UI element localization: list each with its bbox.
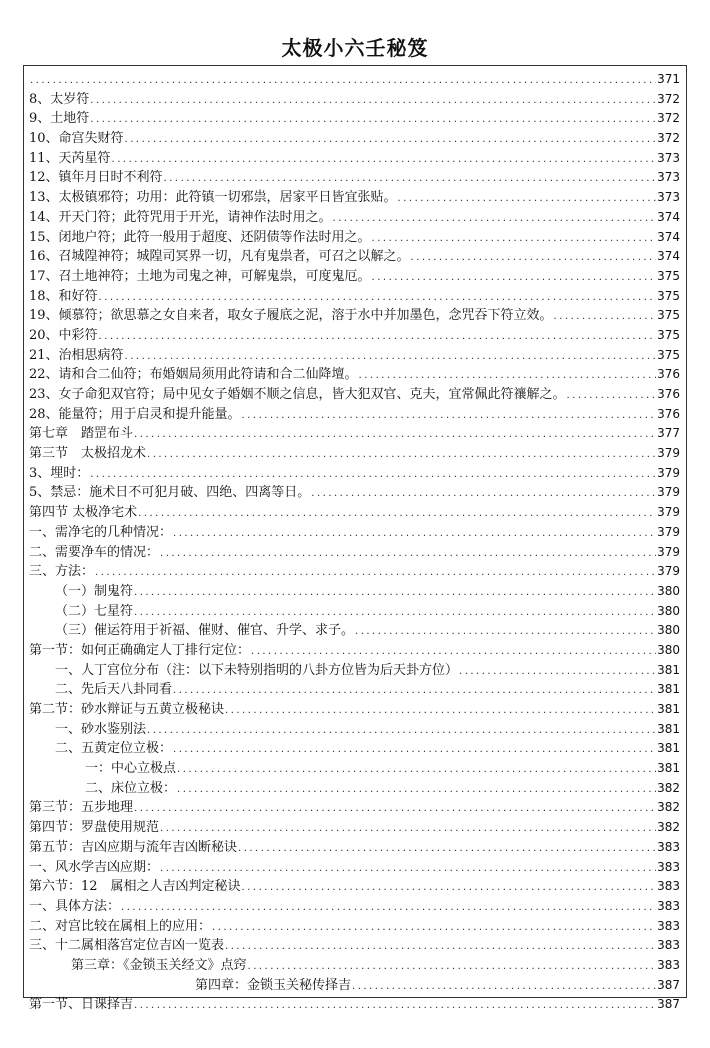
toc-entry-page: 377	[657, 426, 680, 441]
dot-leader	[173, 681, 656, 701]
toc-entry-page: 379	[657, 446, 680, 461]
dot-leader	[177, 760, 656, 780]
toc-entry-page: 381	[657, 682, 680, 697]
dot-leader	[147, 721, 656, 741]
toc-entry-label: 3、埋时：	[29, 465, 90, 481]
toc-entry-label: 第六节：12 属相之人吉凶判定秘诀	[29, 879, 241, 895]
toc-entry-page: 383	[657, 957, 680, 972]
toc-entry-page: 376	[657, 387, 680, 401]
toc-entry-page: 376	[657, 406, 680, 421]
toc-entry-label: （三）催运符用于祈福、催财、催官、升学、求子。	[55, 623, 355, 639]
toc-entry-label: 11、天芮星符	[29, 150, 111, 166]
dot-leader	[173, 524, 656, 544]
toc-entry-page: 381	[657, 741, 680, 756]
toc-entry[interactable]	[29, 109, 680, 129]
toc-entry-page: 374	[657, 249, 680, 264]
toc-entry[interactable]	[29, 444, 680, 464]
toc-entry-page: 379	[657, 505, 680, 520]
toc-entry[interactable]	[29, 306, 680, 326]
toc-entry-page: 383	[657, 898, 680, 913]
toc-entry-label: 第三节 太极招龙术	[29, 446, 147, 462]
toc-entry[interactable]	[29, 149, 680, 169]
toc-entry-page: 383	[657, 839, 680, 854]
toc-entry[interactable]	[29, 661, 680, 681]
toc-entry-label: 三、方法：	[29, 564, 95, 580]
toc-entry[interactable]	[29, 838, 680, 858]
toc-entry[interactable]	[29, 365, 680, 385]
toc-entry[interactable]	[29, 621, 680, 641]
toc-entry[interactable]	[29, 976, 680, 996]
toc-entry-page: 374	[657, 209, 680, 224]
toc-entry-label: 9、土地符	[29, 111, 90, 127]
toc-entry-label: 第五节：吉凶应期与流年吉凶断秘诀	[29, 839, 238, 855]
toc-entry-page: 379	[657, 544, 680, 559]
toc-entry-label: 第四节 太极净宅术	[29, 505, 138, 521]
dot-leader	[147, 445, 656, 465]
toc-entry-label: 13、太极镇邪符；功用：此符镇一切邪祟，居家平日皆宜张贴。	[29, 190, 397, 206]
toc-entry-label: 18、和好符	[29, 288, 98, 304]
toc-entry-label: 二、床位立极：	[85, 780, 177, 796]
toc-entry-page: 373	[657, 150, 680, 165]
toc-entry-label: 第四章：金锁玉关秘传择吉	[195, 977, 352, 993]
toc-entry-page: 382	[657, 820, 680, 835]
toc-entry-page: 379	[657, 485, 680, 500]
dot-leader	[242, 406, 657, 426]
toc-entry[interactable]	[29, 798, 680, 818]
toc-entry-label: 21、治相思病符	[29, 347, 124, 363]
table-of-contents	[29, 70, 680, 1015]
toc-entry-label: 5、禁忌：施术日不可犯月破、四绝、四离等日。	[29, 485, 311, 501]
toc-entry-page: 375	[657, 268, 680, 283]
toc-entry-page: 371	[657, 72, 680, 86]
dot-leader	[238, 839, 656, 859]
toc-entry[interactable]	[29, 503, 680, 523]
toc-entry[interactable]	[29, 759, 680, 779]
toc-entry-page: 376	[657, 367, 680, 382]
dot-leader	[160, 859, 656, 879]
toc-entry[interactable]	[29, 287, 680, 307]
toc-entry[interactable]	[29, 424, 680, 444]
dot-leader	[99, 288, 657, 308]
toc-entry-label: 三、十二属相落宫定位吉凶一览表	[29, 938, 225, 954]
toc-entry-label: 一、砂水鉴别法	[55, 721, 147, 737]
toc-entry[interactable]	[29, 385, 680, 405]
toc-entry-label: 第一节：如何正确确定人丁排行定位：	[29, 642, 251, 658]
dot-leader	[134, 603, 656, 623]
dot-leader	[90, 91, 656, 111]
toc-entry-label: 第七章 踏罡布斗	[29, 426, 134, 442]
dot-leader	[212, 918, 656, 938]
toc-entry-page: 381	[657, 721, 680, 736]
toc-entry-label: 一：中心立极点	[85, 761, 177, 777]
toc-entry[interactable]	[29, 779, 680, 799]
toc-entry-page: 372	[657, 131, 680, 146]
dot-leader	[121, 898, 656, 918]
toc-entry[interactable]	[29, 267, 680, 287]
dot-leader	[225, 701, 656, 721]
toc-entry[interactable]	[29, 129, 680, 149]
toc-entry[interactable]	[29, 917, 680, 937]
dot-leader	[134, 425, 656, 445]
toc-entry[interactable]	[29, 405, 680, 425]
toc-entry-label: 第三章：《金锁玉关经文》点窍	[71, 957, 247, 973]
toc-entry[interactable]	[29, 346, 680, 366]
dot-leader	[459, 662, 656, 682]
dot-leader	[372, 229, 657, 249]
toc-entry-label: 19、倾慕符；欲思慕之女自来者，取女子履底之泥，溶于水中并加墨色，念咒吞下符立效。	[29, 308, 553, 324]
toc-entry-label: 第二节：砂水辩证与五黄立极秘诀	[29, 702, 225, 717]
toc-entry[interactable]	[29, 818, 680, 838]
toc-entry-page: 387	[657, 977, 680, 992]
toc-entry-page: 382	[657, 780, 680, 795]
dot-leader	[30, 71, 656, 91]
toc-entry-label: （二）七星符	[55, 603, 134, 619]
dot-leader	[372, 268, 657, 288]
toc-entry[interactable]	[29, 188, 680, 208]
dot-leader	[398, 189, 657, 209]
toc-entry-label: 一、人丁宫位分布（注：以下未特别指明的八卦方位皆为后天卦方位）	[55, 662, 459, 678]
dot-leader	[567, 386, 657, 406]
toc-entry-label: 23、女子命犯双官符；局中见女子婚姻不顺之信息，皆大犯双官、克夫，宜常佩此符禳解之。	[29, 387, 566, 402]
toc-entry-label: 第三节：五步地理	[29, 800, 134, 816]
toc-entry[interactable]	[29, 956, 680, 976]
toc-entry[interactable]	[29, 228, 680, 248]
dot-leader	[173, 740, 656, 760]
toc-entry-page: 380	[657, 623, 680, 638]
toc-entry-page: 383	[657, 918, 680, 933]
toc-entry[interactable]	[29, 483, 680, 503]
toc-entry-label: 一、具体方法：	[29, 898, 121, 914]
dot-leader	[90, 465, 656, 485]
dot-leader	[352, 977, 656, 997]
dot-leader	[160, 819, 656, 839]
dot-leader	[333, 209, 657, 229]
toc-entry-page: 379	[657, 465, 680, 480]
dot-leader	[134, 799, 656, 819]
dot-leader	[359, 366, 657, 386]
toc-entry-page: 383	[657, 938, 680, 953]
toc-entry-label: 28、能量符；用于启灵和提升能量。	[29, 406, 241, 422]
toc-entry-label: （一）制鬼符	[55, 583, 134, 599]
toc-entry-page: 380	[657, 642, 680, 657]
toc-entry-page: 379	[657, 524, 680, 539]
toc-entry[interactable]	[29, 247, 680, 267]
toc-entry[interactable]	[29, 543, 680, 563]
dot-leader	[134, 583, 656, 603]
dot-leader	[134, 996, 656, 1016]
toc-entry[interactable]	[29, 90, 680, 110]
toc-entry[interactable]	[29, 897, 680, 917]
toc-entry-page: 387	[657, 997, 680, 1012]
toc-entry-page: 381	[657, 662, 680, 677]
dot-leader	[164, 169, 657, 189]
toc-entry[interactable]	[29, 739, 680, 759]
toc-entry-page: 375	[657, 288, 680, 303]
dot-leader	[177, 780, 656, 800]
toc-entry-label: 17、召土地神符；土地为司鬼之神，可解鬼祟，可度鬼厄。	[29, 268, 371, 284]
dot-leader	[125, 347, 657, 367]
toc-entry-label: 22、请和合二仙符；布婚姻局须用此符请和合二仙降壇。	[29, 367, 358, 383]
toc-entry-label: 20、中彩符	[29, 327, 98, 343]
toc-entry-label: 8、太岁符	[29, 91, 90, 107]
toc-entry-page: 381	[657, 761, 680, 776]
dot-leader	[251, 642, 656, 662]
dot-leader	[95, 563, 656, 583]
toc-entry[interactable]	[29, 326, 680, 346]
toc-entry-page: 379	[657, 564, 680, 579]
toc-entry[interactable]	[29, 70, 680, 90]
dot-leader	[242, 878, 657, 898]
toc-entry-label: 16、召城隍神符；城隍司冥界一切，凡有鬼祟者，可召之以解之。	[29, 249, 410, 265]
toc-entry[interactable]	[29, 877, 680, 897]
toc-frame	[23, 65, 687, 1013]
toc-entry[interactable]	[29, 562, 680, 582]
document-title: 太极小六壬秘笈	[281, 36, 429, 60]
toc-entry-page: 374	[657, 229, 680, 244]
toc-entry-label: 第一节、日课择吉	[29, 997, 134, 1013]
dot-leader	[90, 110, 656, 130]
toc-entry[interactable]	[29, 858, 680, 878]
toc-entry[interactable]	[29, 602, 680, 622]
toc-entry-page: 383	[657, 859, 680, 874]
toc-entry-page: 382	[657, 800, 680, 815]
toc-entry[interactable]	[29, 168, 680, 188]
toc-entry-page: 375	[657, 347, 680, 362]
toc-entry[interactable]	[29, 995, 680, 1015]
toc-entry-page: 373	[657, 190, 680, 205]
toc-entry-page: 372	[657, 91, 680, 106]
dot-leader	[112, 150, 657, 170]
toc-entry-page: 380	[657, 583, 680, 598]
toc-entry-label: 一、需净宅的几种情况：	[29, 524, 173, 540]
dot-leader	[225, 937, 656, 957]
toc-entry-page: 380	[657, 603, 680, 618]
toc-entry[interactable]	[29, 680, 680, 700]
toc-entry[interactable]	[29, 936, 680, 956]
toc-entry-label: 一、风水学吉凶应期：	[29, 859, 160, 875]
toc-entry-page: 381	[657, 702, 680, 716]
toc-entry-label: 10、命宫失财符	[29, 131, 124, 147]
dot-leader	[99, 327, 657, 347]
dot-leader	[355, 622, 656, 642]
toc-entry-page: 383	[657, 879, 680, 894]
toc-entry-page: 375	[657, 308, 680, 323]
toc-entry-label: 二、先后天八卦同看	[55, 682, 173, 698]
toc-entry[interactable]	[29, 523, 680, 543]
toc-entry[interactable]	[29, 641, 680, 661]
dot-leader	[248, 957, 657, 977]
toc-entry-label: 二、对宫比较在属相上的应用：	[29, 918, 212, 934]
toc-entry-label: 14、开天门符；此符咒用于开光，请神作法时用之。	[29, 209, 332, 225]
dot-leader	[311, 484, 656, 504]
dot-leader	[138, 504, 656, 524]
toc-entry[interactable]	[29, 700, 680, 720]
toc-entry-label: 二、需要净车的情况：	[29, 544, 160, 560]
toc-entry-page: 375	[657, 327, 680, 342]
toc-entry-label: 二、五黄定位立极：	[55, 741, 173, 757]
dot-leader	[125, 130, 657, 150]
toc-entry-label: 15、闭地户符；此符一般用于超度、还阴债等作法时用之。	[29, 229, 371, 245]
toc-entry[interactable]	[29, 208, 680, 228]
toc-entry[interactable]	[29, 582, 680, 602]
toc-entry-page: 372	[657, 111, 680, 126]
dot-leader	[411, 248, 657, 268]
toc-entry-page: 373	[657, 170, 680, 185]
toc-entry-label: 12、镇年月日时不利符	[29, 170, 163, 186]
toc-entry[interactable]	[29, 464, 680, 484]
dot-leader	[160, 544, 656, 564]
dot-leader	[554, 307, 657, 327]
toc-entry-label: 第四节：罗盘使用规范	[29, 820, 160, 836]
toc-entry[interactable]	[29, 720, 680, 740]
